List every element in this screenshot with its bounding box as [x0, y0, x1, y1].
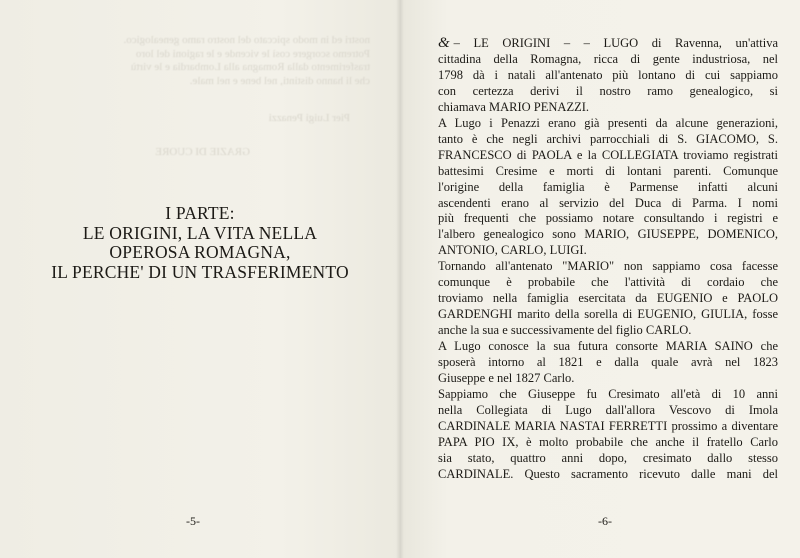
ghost-grazie: GRAZIE DI CUORE: [155, 145, 250, 158]
part-title-line: I PARTE:: [165, 203, 235, 223]
ornament-glyph: &: [438, 35, 450, 51]
ghost-line: che li hanno distinti, nel bene e nel male.: [189, 74, 370, 87]
body-text-line: l'albero genealogico sono MARIO, GIUSEPPE, DOMENICO,: [438, 227, 778, 242]
chapter-body-text: [438, 36, 778, 483]
body-text-line: Sappiamo che Giuseppe fu Cresimato all'età di 10 anni: [438, 386, 778, 401]
body-text-line: anche la sua e successivamente del figlio CARLO.: [438, 323, 692, 338]
body-text-line: A Lugo i Penazzi erano già presenti da alcune generazioni,: [438, 115, 778, 130]
body-text-line: più frequenti che possiamo notare consultando i registri e: [438, 211, 778, 226]
body-text-line-content: – LE ORIGINI – – LUGO di Ravenna, un'attiva: [453, 36, 778, 50]
part-title-line: IL PERCHE' DI UN TRASFERIMENTO: [51, 261, 349, 282]
ghost-signature: Pier Luigi Penazzi: [268, 112, 350, 124]
book-gutter: [396, 0, 404, 558]
part-title: [30, 204, 370, 282]
body-text-line: Giuseppe e nel 1827 Carlo.: [438, 371, 575, 386]
page-number-right: -6-: [598, 514, 612, 528]
body-text-line: CARDINALE. Questo sacramento ricevuto dalle mani del: [438, 466, 778, 481]
body-text-line: troviamo nella famiglia esercitata da EUGENIO e PAOLO: [438, 291, 778, 306]
body-text-line: ascendenti erano al servizio del Duca di Parma. I nomi: [438, 195, 778, 210]
body-text-line: cittadina della Romagna, ricca di gente industriosa, nel: [438, 51, 778, 66]
body-text-line: nella Collegiata di Lugo dall'allora Vescovo di Imola: [438, 402, 778, 417]
bleed-through-text: [40, 34, 370, 159]
body-text-line: PAPA PIO IX, è molto probabile che anche il fratello Carlo: [438, 434, 778, 449]
body-text-line: sia stato, quattro anni dopo, cresimato dallo stesso: [438, 450, 778, 465]
body-text-line: FRANCESCO di PAOLA e la COLLEGIATA troviamo registrati: [438, 147, 778, 162]
body-text-line: Tornando all'antenato "MARIO" non sappiamo cosa facesse: [438, 259, 778, 274]
body-text-line: l'origine della famiglia è Parmense infatti alcuni: [438, 179, 778, 194]
body-text-line: battesimi Cresime e morti di lontani parenti. Comunque: [438, 163, 778, 178]
body-text-line: comunque è probabile che l'attività di cordaio che: [438, 275, 778, 290]
body-text-line: 1798 dà i natali all'antenato più lontano di cui sappiamo: [438, 67, 778, 82]
body-text-line: GARDENGHI marito della sorella di EUGENIO, GIULIA, fosse: [438, 307, 778, 322]
body-text-line: tanto è che negli archivi parrocchiali di S. GIACOMO, S.: [438, 131, 778, 146]
body-text-line: sposerà intorno al 1821 e dalla quale avrà nel 1823: [438, 355, 778, 370]
ghost-line: nostri ed in modo spiccato del nostro ramo genealogico.: [123, 34, 370, 46]
body-text-line: [438, 36, 778, 52]
body-text-line: chiamava MARIO PENAZZI.: [438, 99, 590, 114]
ghost-line: Potremo scorgere così le vicende e le ragioni del loro: [135, 47, 370, 60]
body-text-line: A Lugo conosce la sua futura consorte MARIA SAINO che: [438, 339, 778, 354]
ghost-line: trasferimento dalla Romagna alla Lombardia e le virtù: [130, 61, 370, 73]
page-number-left: -5-: [186, 514, 200, 528]
body-text-line: ANTONIO, CARLO, LUIGI.: [438, 243, 587, 258]
part-title-line: OPEROSA ROMAGNA,: [109, 242, 291, 262]
part-title-line: LE ORIGINI, LA VITA NELLA: [82, 222, 318, 243]
body-text-line: CARDINALE MARIA NASTAI FERRETTI prossimo a diventare: [438, 418, 778, 433]
body-text-line: con certezza derivi il nostro ramo genealogico, si: [438, 83, 778, 98]
